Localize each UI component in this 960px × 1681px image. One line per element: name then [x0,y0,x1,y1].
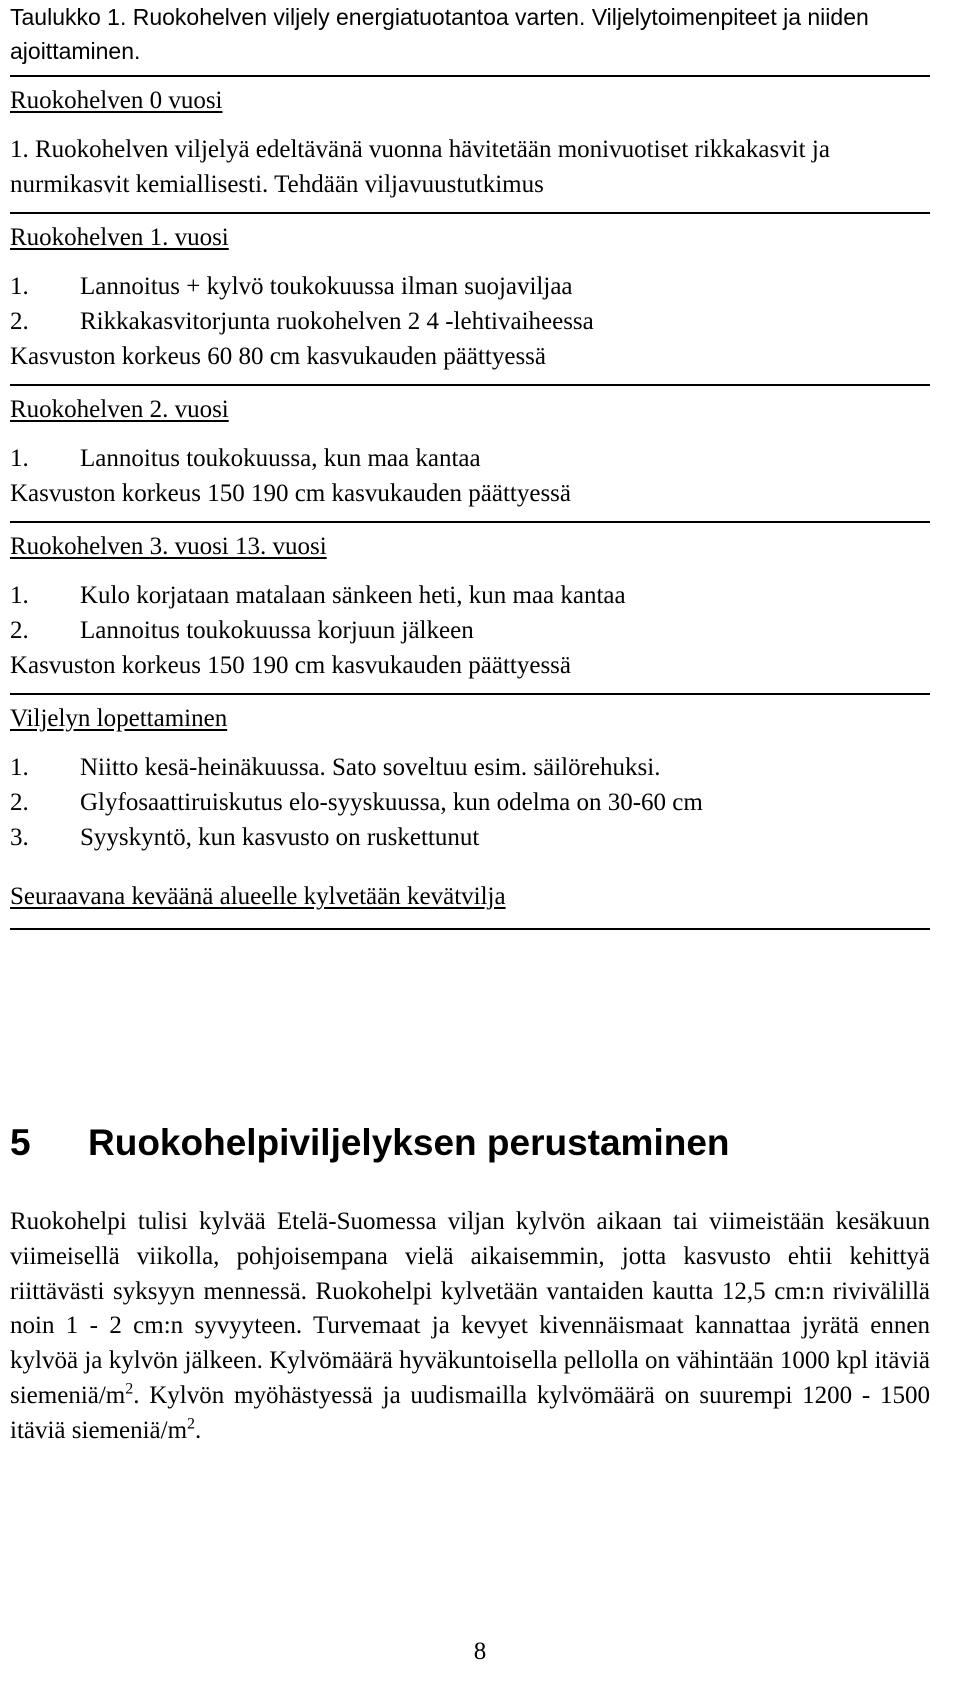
item-text: Syyskyntö, kun kasvusto on ruskettunut [80,824,480,851]
table-bottom-rule [10,928,930,930]
section-title: Ruokohelven 1. vuosi [10,224,229,251]
item-number: 3. [10,824,29,851]
list-item [10,269,930,304]
section-title: Ruokohelven 3. vuosi 13. vuosi [10,533,327,560]
section-rule [10,384,930,386]
paragraph-text: Ruokohelpi tulisi kylvää Etelä-Suomessa viljan kylvön aikaan tai viimeistään kesäkuun viimeisellä viikolla, pohjoisempana vielä aikaisemmin, jotta kasvusto ehtii kehittyä riittävästi syksyyn mennessä. Ruokohelpi kylvetään vantaiden kautta 12,5 cm:n rivivälillä noin 1 - 2 cm:n syvyyteen. Turvemaat ja kevyet kivennäismaat kannattaa jyrätä ennen kylvöä ja kylvön jälkeen. Kylvömäärä hyväkuntoisella pellolla on vähintään 1000 kpl itäviä siemeniä/m [10,1208,930,1409]
body-paragraph [10,1205,930,1449]
table-caption: Taulukko 1. Ruokohelven viljely energiatuotantoa varten. Viljelytoimenpiteet ja niiden ajoittaminen. [10,4,869,64]
section-year-0 [10,83,930,202]
item-number: 1. [10,582,29,609]
section-title: Ruokohelven 0 vuosi [10,87,223,114]
paragraph-text: . [195,1416,202,1444]
superscript: 2 [125,1380,134,1398]
list-item [10,785,930,820]
superscript: 2 [187,1415,196,1433]
item-text: Lannoitus toukokuussa, kun maa kantaa [80,445,481,472]
item-text: Kasvuston korkeus 150 190 cm kasvukauden päättyessä [10,652,571,679]
item-number: 2. [10,308,29,335]
item-text: Glyfosaattiruiskutus elo-syyskuussa, kun odelma on 30-60 cm [80,789,703,816]
item-number: 1. [10,754,29,781]
section-text: 1. Ruokohelven viljelyä edeltävänä vuonna hävitetään monivuotiset rikkakasvit ja nurmikasvit kemiallisesti. Tehdään viljavuustutkimus [10,136,830,198]
item-number: 1. [10,445,29,472]
item-text: Lannoitus + kylvö toukokuussa ilman suojaviljaa [80,273,573,300]
item-number: 1. [10,273,29,300]
chapter-title: Ruokohelpiviljelyksen perustaminen [88,1122,730,1163]
section-title: Ruokohelven 2. vuosi [10,396,229,423]
list-item [10,304,930,339]
section-title: Viljelyn lopettaminen [10,705,228,732]
item-text: Kulo korjataan matalaan sänkeen heti, kun maa kantaa [80,582,626,609]
section-rule [10,521,930,523]
table-top-rule [10,75,930,77]
item-text: Rikkakasvitorjunta ruokohelven 2 4 -lehtivaiheessa [80,308,594,335]
list-item [10,613,930,648]
section-end-cultivation [10,701,930,914]
item-text: Kasvuston korkeus 150 190 cm kasvukauden päättyessä [10,480,571,507]
item-number: 2. [10,789,29,816]
list-item [10,750,930,785]
section-year-3-13 [10,529,930,683]
section-rule [10,212,930,214]
item-text: Niitto kesä-heinäkuussa. Sato soveltuu esim. säilörehuksi. [80,754,661,781]
section-year-2 [10,392,930,511]
section-rule [10,693,930,695]
item-number: 2. [10,617,29,644]
item-text: Kasvuston korkeus 60 80 cm kasvukauden päättyessä [10,343,546,370]
paragraph-text: . Kylvön myöhästyessä ja uudismailla kylvömäärä on suurempi 1200 - 1500 itäviä siemeniä/m [10,1381,930,1444]
cultivation-table [10,75,930,930]
chapter-heading [10,1118,930,1168]
list-item [10,441,930,476]
page-number: 8 [473,1638,487,1665]
chapter-number: 5 [10,1122,31,1163]
item-text: Lannoitus toukokuussa korjuun jälkeen [80,617,474,644]
list-item [10,820,930,855]
section-year-1 [10,220,930,374]
list-item [10,578,930,613]
section-footer-title: Seuraavana keväänä alueelle kylvetään kevätvilja [10,883,506,910]
